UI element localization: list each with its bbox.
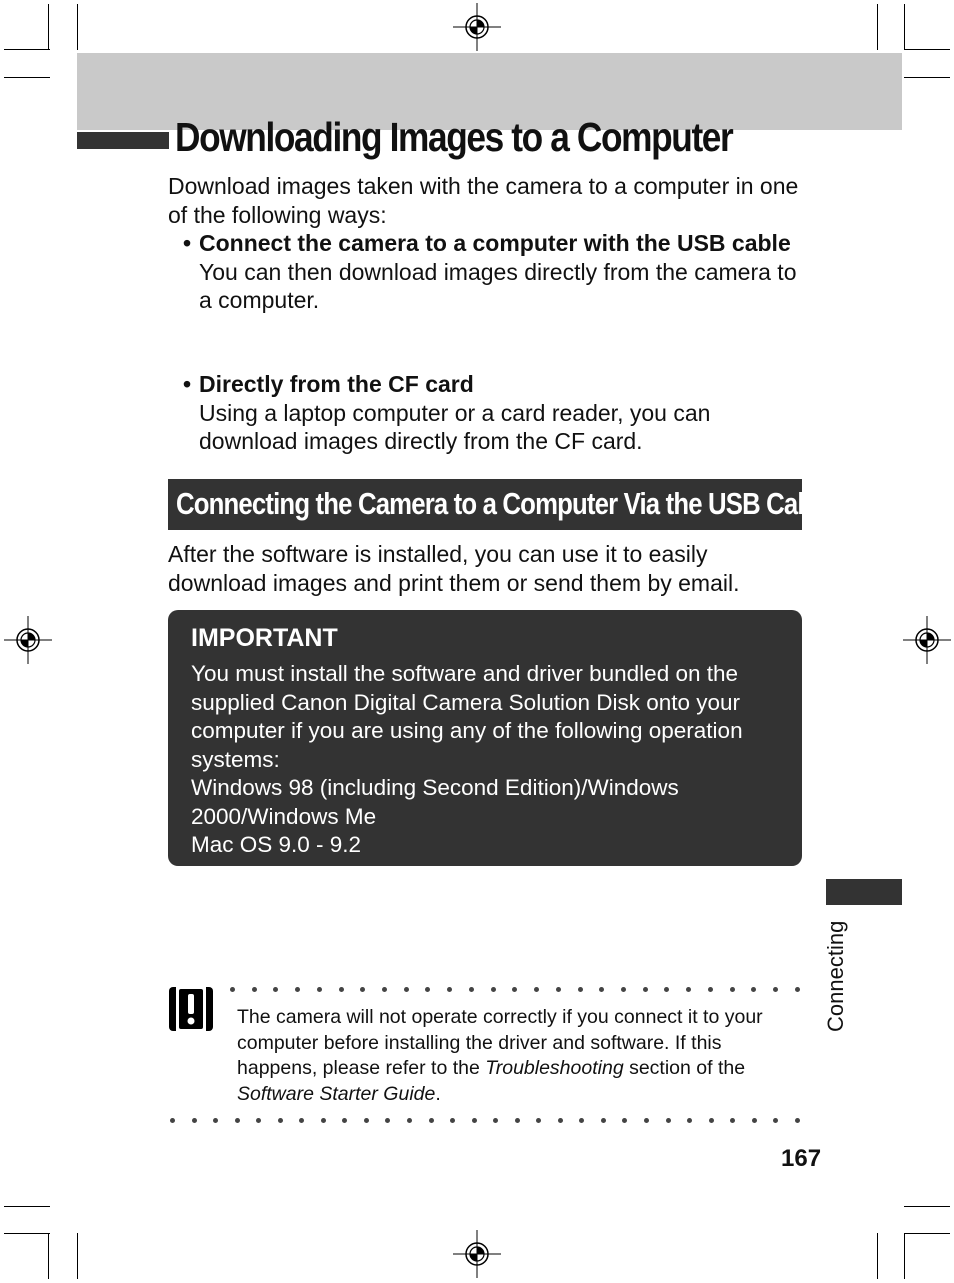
dotted-divider [230, 987, 800, 993]
crop-mark [4, 1206, 50, 1207]
important-body [191, 660, 791, 860]
registration-mark-icon [4, 616, 52, 664]
crop-mark [4, 1233, 50, 1234]
crop-mark [877, 1233, 878, 1279]
caution-text: section of the [623, 1057, 746, 1079]
crop-mark [48, 1233, 49, 1279]
registration-mark-icon [453, 1230, 501, 1278]
list-item [183, 370, 803, 456]
intro-paragraph: Download images taken with the camera to a computer in one of the following ways: [168, 173, 799, 228]
crop-mark [904, 1206, 950, 1207]
bullet-heading [183, 370, 803, 399]
bullet-heading-text: Connect the camera to a computer with the USB cable [199, 230, 791, 256]
dotted-divider [170, 1118, 800, 1124]
bullet-marker: • [183, 230, 192, 256]
bullet-body: You can then download images directly from the camera to a computer. [199, 258, 797, 313]
section-heading-text: Connecting the Camera to a Computer Via the USB Cable [176, 486, 833, 521]
title-accent-bar [77, 132, 169, 149]
list-item [183, 229, 803, 315]
page-number: 167 [781, 1145, 822, 1172]
caution-ref-guide: Software Starter Guide [237, 1082, 436, 1105]
crop-mark [4, 49, 50, 50]
page-title: Downloading Images to a Computer [175, 114, 733, 160]
caution-text: The camera will not operate correctly if you connect it to your computer before installing the driver and software. If this happens, please refer to the [237, 1006, 763, 1079]
caution-text: . [435, 1082, 441, 1105]
bullet-heading-text: Directly from the CF card [199, 371, 474, 397]
crop-mark [4, 77, 50, 78]
section-intro: After the software is installed, you can use it to easily download images and print them or send them by email. [168, 541, 740, 596]
important-text: You must install the software and driver bundled on the supplied Canon Digital Camera Solution Disk onto your computer if you are using any of the following operation systems: [191, 661, 743, 772]
crop-mark [48, 4, 49, 50]
crop-mark [77, 1233, 78, 1279]
important-os-line: Windows 98 (including Second Edition)/Windows 2000/Windows Me [191, 775, 679, 829]
crop-mark [904, 1233, 950, 1234]
crop-mark [904, 49, 950, 50]
bullet-heading [183, 229, 803, 258]
crop-mark [77, 4, 78, 50]
crop-mark [904, 1233, 905, 1279]
section-heading [168, 479, 833, 530]
caution-icon [168, 986, 214, 1032]
crop-mark [877, 4, 878, 50]
important-heading: IMPORTANT [191, 624, 338, 652]
caution-ref-troubleshooting: Troubleshooting [485, 1057, 624, 1079]
caution-note [237, 1005, 802, 1107]
bullet-body: Using a laptop computer or a card reader, you can download images directly from the CF card. [199, 399, 711, 454]
important-os-line: Mac OS 9.0 - 9.2 [191, 832, 362, 857]
registration-mark-icon [903, 616, 951, 664]
crop-mark [904, 4, 905, 50]
side-tab-marker [826, 879, 902, 905]
crop-mark [904, 77, 950, 78]
important-box [168, 610, 802, 866]
registration-mark-icon [453, 3, 501, 51]
bullet-marker: • [183, 371, 192, 397]
side-tab-label: Connecting [823, 920, 848, 1032]
